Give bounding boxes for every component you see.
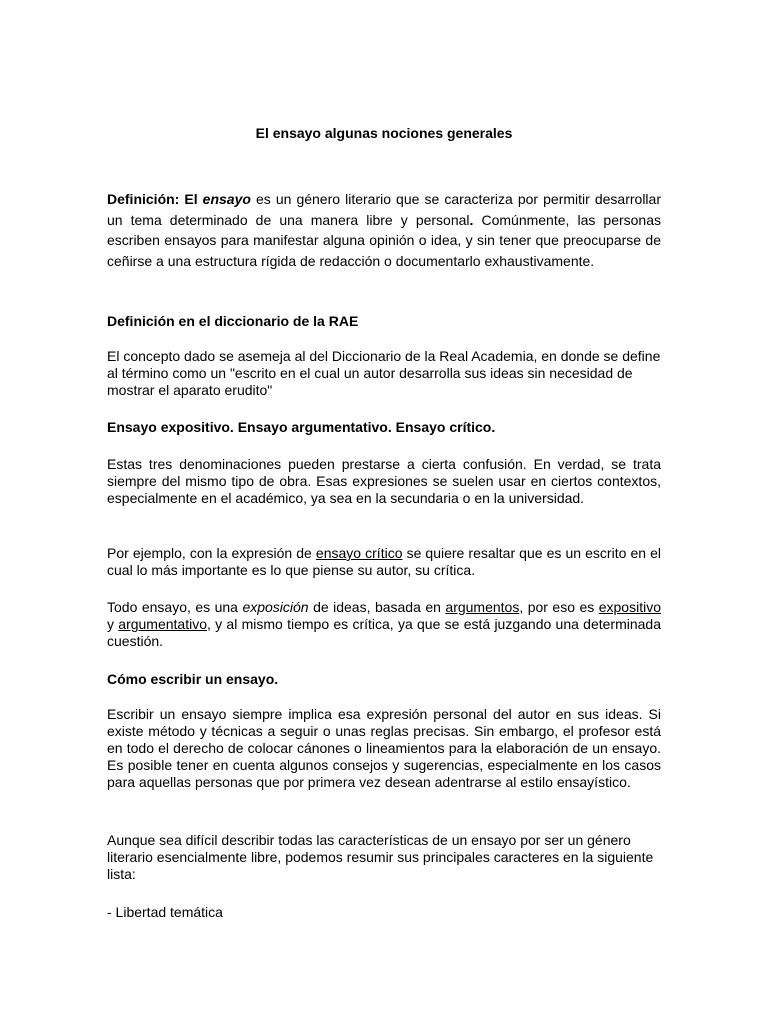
link-argumentos[interactable]: argumentos xyxy=(445,599,520,615)
every-text-2: de ideas, basada en xyxy=(308,599,446,615)
definition-term: ensayo xyxy=(202,191,251,207)
definition-period: . xyxy=(469,211,474,228)
rae-paragraph: El concepto dado se asemeja al del Diccionario de la Real Academia, en donde se define al término como un "escrito en el cual un autor desarrolla sus ideas sin necesidad de mostrar el aparato erudito" xyxy=(107,348,661,398)
example-paragraph xyxy=(107,545,661,579)
how-to-heading: Cómo escribir un ensayo. xyxy=(107,671,279,687)
definition-text-1: es un género literario que se caracteriza por permitir desarrollar un tema determinado de una manera libre y personal xyxy=(107,191,661,228)
example-text-1: Por ejemplo, con la expresión de xyxy=(107,545,316,561)
every-text-3: , por eso es xyxy=(519,599,599,615)
summary-paragraph: Aunque sea difícil describir todas las características de un ensayo por ser un género literario esencialmente libre, podemos resumir sus principales caracteres en la siguiente lista: xyxy=(107,832,654,882)
link-expositivo[interactable]: expositivo xyxy=(598,599,661,615)
link-argumentativo[interactable]: argumentativo xyxy=(118,616,207,632)
rae-heading: Definición en el diccionario de la RAE xyxy=(107,313,359,329)
types-heading: Ensayo expositivo. Ensayo argumentativo. Ensayo crítico. xyxy=(107,419,496,435)
every-text-4: y xyxy=(107,616,119,632)
definition-paragraph xyxy=(107,189,661,271)
definition-label: Definición: El xyxy=(107,191,203,207)
link-ensayo-critico[interactable]: ensayo crítico xyxy=(315,545,403,561)
every-essay-paragraph xyxy=(107,599,661,650)
list-item: - Libertad temática xyxy=(107,904,223,920)
document-title: El ensayo algunas nociones generales xyxy=(255,125,513,141)
every-text-1: Todo ensayo, es una xyxy=(107,599,243,615)
every-italic-exposicion: exposición xyxy=(242,599,309,615)
example-text-2: se quiere resaltar que es un escrito en el cual lo más importante es lo que piense su autor, su crítica. xyxy=(107,545,661,578)
how-to-paragraph: Escribir un ensayo siempre implica esa expresión personal del autor en sus ideas. Si existe método y técnicas a seguir o unas reglas precisas. Sin embargo, el profesor está en todo el derecho de colocar cánones o lineamientos para la elaboración de un ensayo. Es posible tener en cuenta algunos consejos y sugerencias, especialmente en los casos para aquellas personas que por primera vez desean adentrarse al estilo ensayístico. xyxy=(107,706,661,790)
every-text-5: , y al mismo tiempo es crítica, ya que se está juzgando una determinada cuestión. xyxy=(107,616,662,649)
definition-text-2: Comúnmente, las personas escriben ensayos para manifestar alguna opinión o idea, y sin tener que preocuparse de ceñirse a una estructura rígida de redacción o documentarlo exhaustivamente. xyxy=(107,211,662,269)
types-paragraph: Estas tres denominaciones pueden prestarse a cierta confusión. En verdad, se trata siempre del mismo tipo de obra. Esas expresiones se suelen usar en ciertos contextos, especialmente en el académico, ya sea en la secundaria o en la universidad. xyxy=(107,456,661,506)
